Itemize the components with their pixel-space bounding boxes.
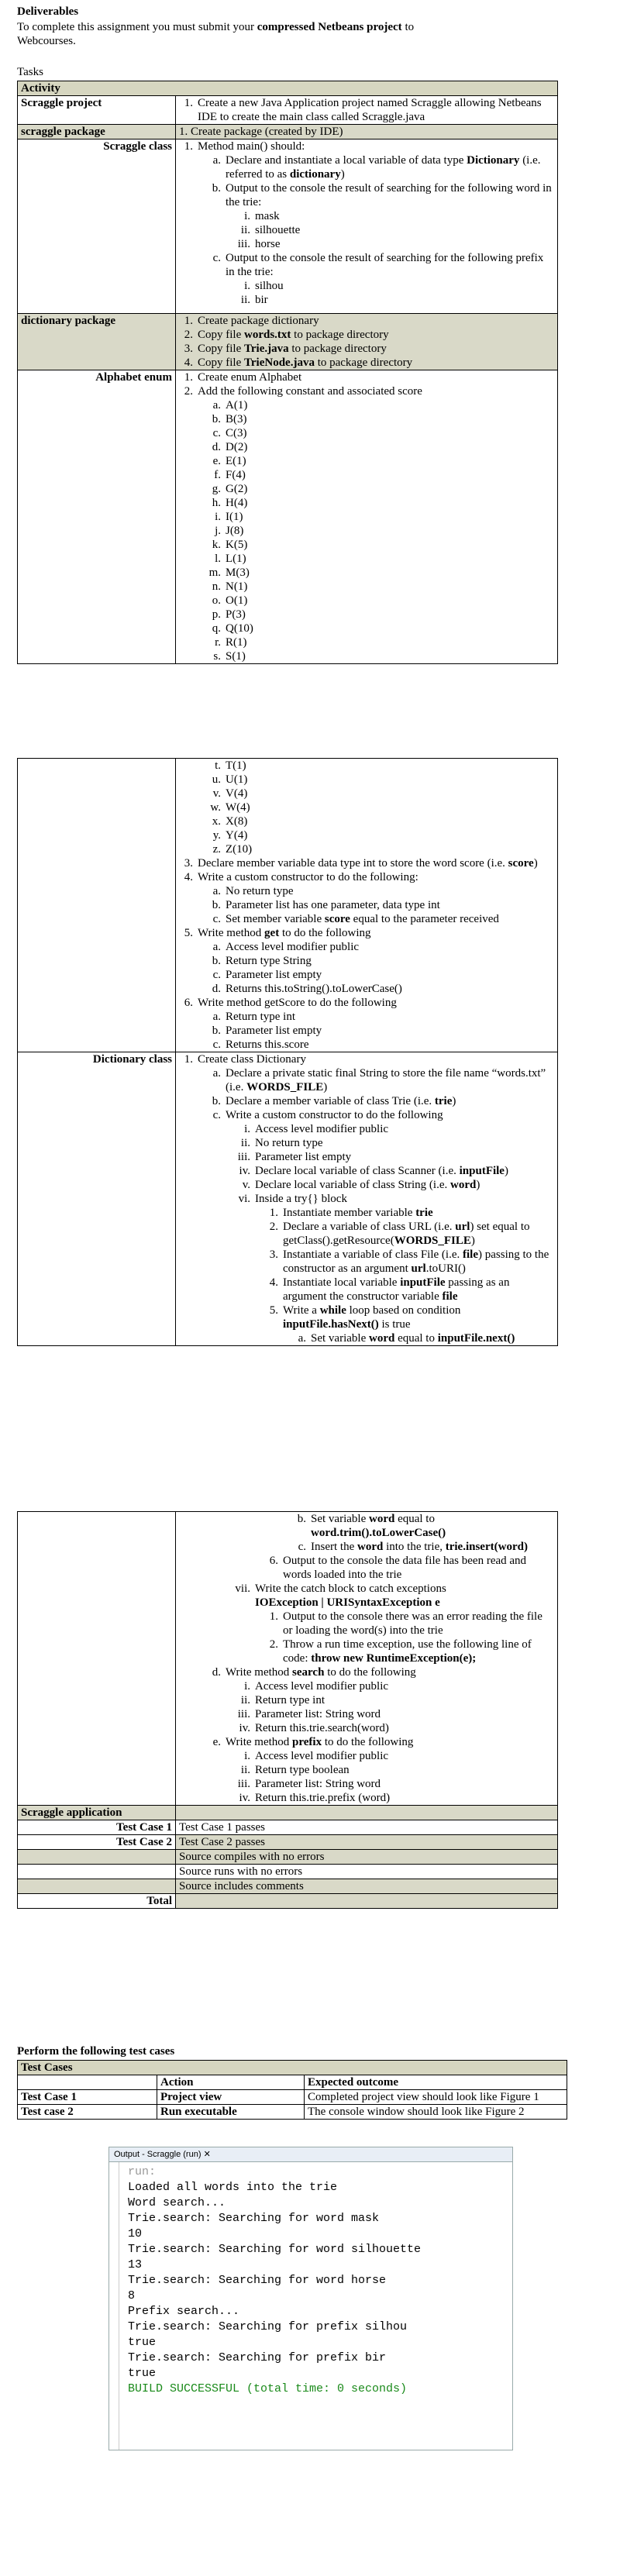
alphabet-enum-row: Alphabet enum 1. Create enum Alphabet 2. Add the following constant and associated score a. A(1) b. B(3) c. C(3) d. D(2) e. E(1) f. F(4) g. G(2) h. H(4) i. I(1) j. J(8) k. K(5) l. L(1) m. M(3) n. N(1) o. O(1) p. P(3) q. Q(10) r. R(1) s. S(1) <box>18 370 557 663</box>
tasks-table-part3 <box>17 1511 558 1909</box>
scraggle-project-row: Scraggle project 1. Create a new Java Application project named Scraggle allowing Netbeans IDE to create the main class called Scraggle.java <box>18 96 557 124</box>
letter-score-item: f. F(4) <box>214 469 246 481</box>
dictionary-package-label: dictionary package <box>18 314 176 370</box>
dictionary-package-row: dictionary package 1. Create package dictionary 2. Copy file words.txt to package directory 3. Copy file Trie.java to package directory 4. Copy file TrieNode.java to package directory <box>18 313 557 370</box>
dictionary-class-row: Dictionary class 1. Create class Dictionary a. Declare a private static final String to store the file name “words.txt” (i.e. WORDS_FILE) b. Declare a member variable of class Trie (i.e. trie) c. Write a custom constructor to do the following i. Access level modifier public ii. No return type iii. Parameter list empty iv. Declare local variable of class Scanner (i.e. inputFile) v. Declare local variable of class String (i.e. word) vi. Inside a try{} block 1. Instantiate member variable trie 2. Declare a variable of class URL (i.e. url) set equal to getClass().getResource(WORDS_FILE) 3. Instantiate a variable of class File (i.e. file) passing to the constructor as an argument url.toURI() 4. Instantiate local variable inputFile passing as an argument the constructor variable file 5. Write a while loop based on condition inputFile.hasNext() is true a. Set variable word equal to inputFile.next() <box>18 1052 557 1345</box>
alphabet-enum-row-cont: t. T(1) u. U(1) v. V(4) w. W(4) x. X(8) y. Y(4) z. Z(10) 3. Declare member variable data type int to store the word score (i.e. score) 4. Write a custom constructor to do the following: a. No return type b. Parameter list has one parameter, data type int c. Set member variable score equal to the parameter received 5. Write method get to do the following a. Access level modifier public b. Return type String c. Parameter list empty d. Returns this.toString().toLowerCase() 6. Write method getScore to do the following a. Return type int b. Parameter list empty c. Returns this.score <box>18 759 557 1052</box>
test-case-row-2: Test case 2 Run executable The console window should look like Figure 2 <box>18 2104 567 2119</box>
letter-score-item: g. G(2) <box>212 483 248 495</box>
dictionary-class-row-cont: b. Set variable word equal to word.trim().toLowerCase() c. Insert the word into the trie, trie.insert(word) 6. Output to the console the data file has been read and words loaded into the trie vii. Write the catch block to catch exceptions IOException | URISyntaxException e 1. Output to the console there was an error reading the file or loading the word(s) into the trie 2. Throw a run time exception, use the following line of code: throw new RuntimeException(e); d. Write method search to do the following i. Access level modifier public ii. Return type int iii. Parameter list: String word iv. Return this.trie.search(word) e. Write method prefix to do the following i. Access level modifier public ii. Return type boolean iii. Parameter list: String word iv. Return this.trie.prefix (word) <box>18 1512 557 1805</box>
letter-score-item: w. W(4) <box>210 801 250 814</box>
scraggle-application-label: Scraggle application <box>18 1806 176 1820</box>
test-case-row-1: Test Case 1 Project view Completed project view should look like Figure 1 <box>18 2089 567 2104</box>
scraggle-package-row <box>18 124 557 139</box>
tasks-table-part2 <box>17 758 558 1346</box>
letter-score-item: l. L(1) <box>215 553 246 565</box>
test-cases-table <box>17 2060 567 2120</box>
letter-score-item: p. P(3) <box>212 608 246 621</box>
console-tab[interactable]: Output - Scraggle (run) ✕ <box>109 2147 512 2162</box>
tasks-table-part1 <box>17 81 558 664</box>
console-lines: run: Loaded all words into the trie Word search... Trie.search: Searching for word mask 10 Trie.search: Searching for word silhouette 13 Trie.search: Searching for word horse 8 Prefix search... Trie.search: Searching for prefix silhou true Trie.search: Searching for prefix bir true BUILD SUCCESSFUL (total time: 0 seconds) <box>128 2165 422 2395</box>
perform-title: Perform the following test cases <box>17 2045 175 2058</box>
letter-score-item: x. X(8) <box>212 815 248 828</box>
letter-score-item: t. T(1) <box>215 759 246 772</box>
letter-score-item: u. U(1) <box>212 773 248 786</box>
deliverables-text: To complete this assignment you must submit your compressed Netbeans project to Webcourses. <box>17 21 415 47</box>
letter-score-item: r. R(1) <box>215 636 247 649</box>
tasks-label: Tasks <box>17 66 43 78</box>
app-row-1: Test Case 1 Test Case 1 passes <box>18 1820 557 1834</box>
letter-score-item: c. C(3) <box>212 427 247 439</box>
letter-score-item: v. V(4) <box>212 787 248 800</box>
letter-score-item: m. M(3) <box>208 567 250 579</box>
console-gutter <box>109 2162 119 2450</box>
console-output-window <box>108 2147 513 2450</box>
letter-score-item: h. H(4) <box>212 497 248 509</box>
scraggle-project-item: Create a new Java Application project named Scraggle allowing Netbeans IDE to create the main class called Scraggle.java <box>198 97 542 123</box>
letter-score-item: d. D(2) <box>212 441 248 453</box>
letter-list-part2 <box>179 759 554 856</box>
letter-score-item: z. Z(10) <box>212 843 253 856</box>
letter-score-item: b. B(3) <box>212 413 247 425</box>
letter-score-item: n. N(1) <box>212 580 248 593</box>
activity-header: Activity <box>18 81 557 96</box>
letter-score-item: a. A(1) <box>212 399 248 412</box>
letter-score-item: i. I(1) <box>215 511 243 523</box>
scraggle-package-item: 1. Create package (created by IDE) <box>179 126 343 138</box>
scraggle-application-row <box>18 1805 557 1820</box>
build-success: BUILD SUCCESSFUL (total time: 0 seconds) <box>128 2382 408 2395</box>
letter-score-item: o. O(1) <box>212 594 248 607</box>
deliverables-title: Deliverables <box>17 5 79 18</box>
close-icon[interactable]: ✕ <box>203 2150 211 2159</box>
total-label: Total <box>18 1894 176 1908</box>
letter-score-item: y. Y(4) <box>212 829 248 842</box>
scraggle-project-label: Scraggle project <box>18 96 176 124</box>
letter-score-item: k. K(5) <box>212 539 248 551</box>
app-row-5: Source includes comments <box>18 1879 557 1893</box>
total-row <box>18 1893 557 1908</box>
scraggle-package-label: scraggle package <box>18 125 176 139</box>
letter-score-item: s. S(1) <box>213 650 246 663</box>
scraggle-class-label: Scraggle class <box>18 139 176 313</box>
test-cases-header: Test Cases <box>18 2061 567 2075</box>
dictionary-class-label: Dictionary class <box>18 1052 176 1345</box>
letter-score-item: j. J(8) <box>215 525 244 537</box>
app-row-2: Test Case 2 Test Case 2 passes <box>18 1834 557 1849</box>
test-cases-col-header: Action Expected outcome <box>18 2075 567 2089</box>
scraggle-class-row: Scraggle class 1. Method main() should: a. Declare and instantiate a local variable of data type Dictionary (i.e. referred to as dictionary) b. Output to the console the result of searching for the following word in the trie: i. mask ii. silhouette iii. horse c. Output to the console the result of searching for the following prefix in the trie: i. silhou ii. bir <box>18 139 557 313</box>
letter-list-part1 <box>179 398 554 663</box>
alphabet-enum-label: Alphabet enum <box>18 370 176 663</box>
letter-score-item: q. Q(10) <box>212 622 253 635</box>
app-row-4: Source runs with no errors <box>18 1864 557 1879</box>
letter-score-item: e. E(1) <box>212 455 246 467</box>
app-row-3: Source compiles with no errors <box>18 1849 557 1864</box>
